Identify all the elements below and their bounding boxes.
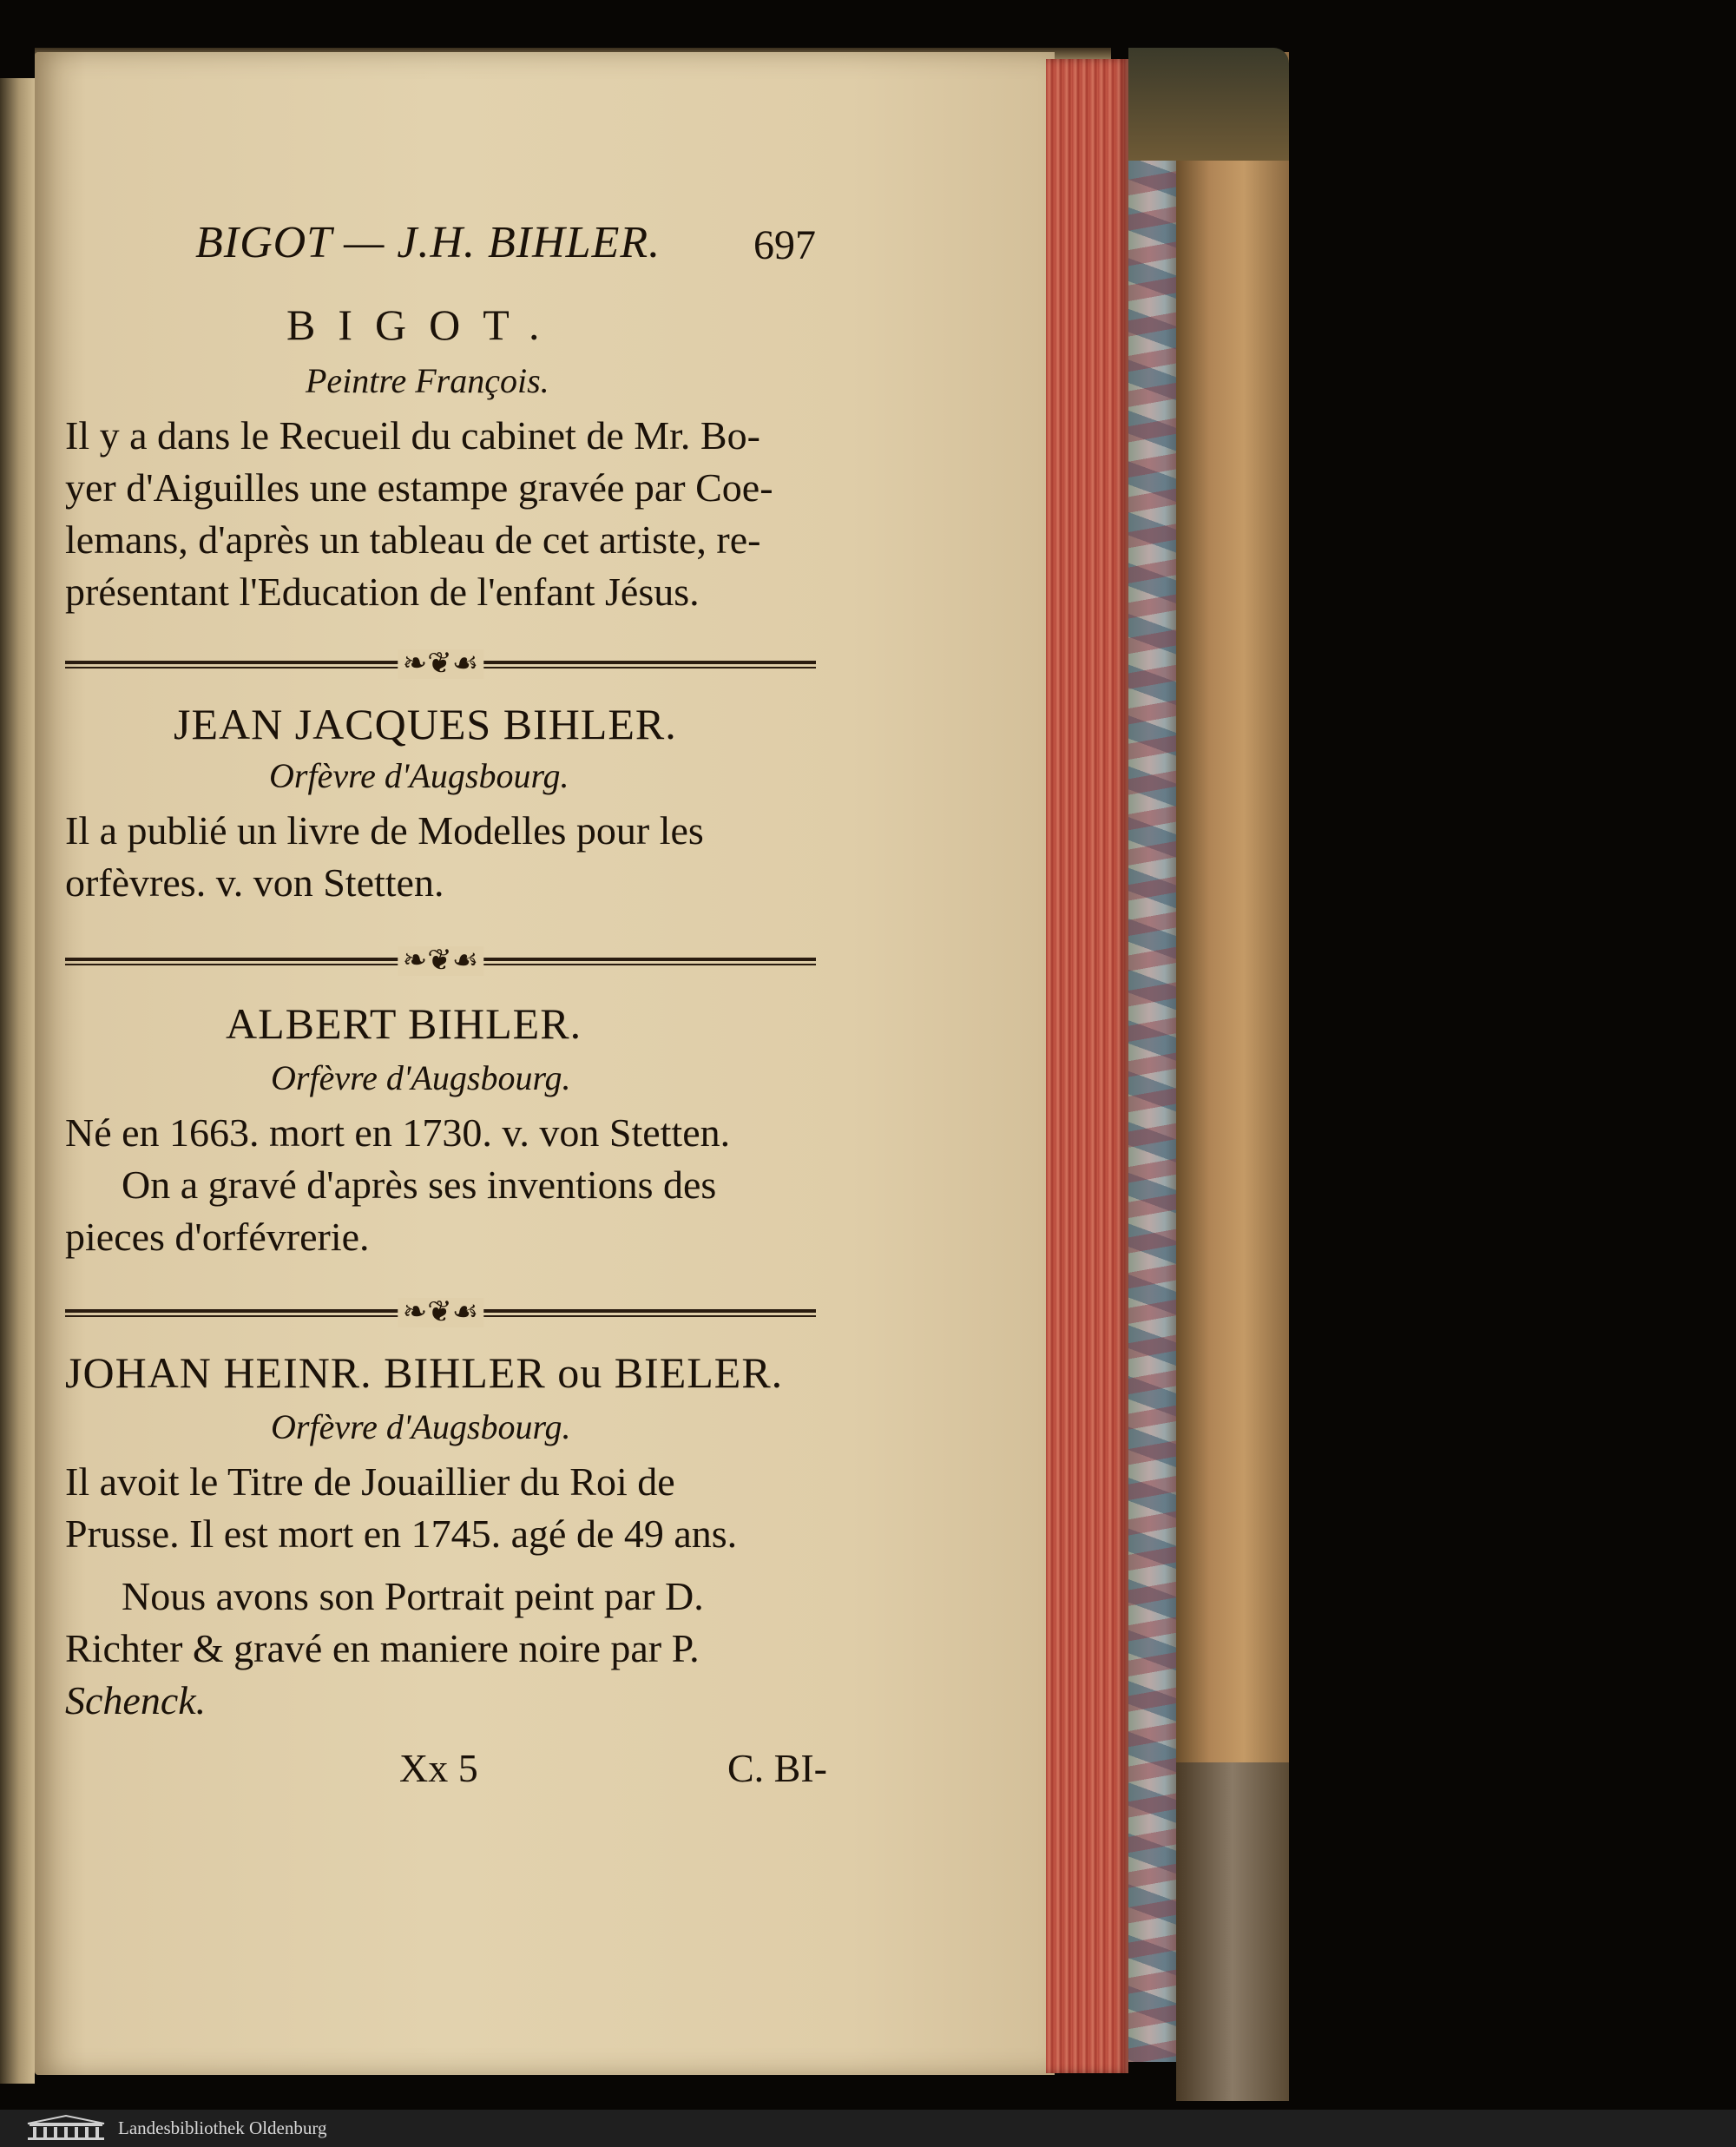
entry-subtitle: Orfèvre d'Augsbourg.: [271, 1407, 571, 1446]
entry-text-line: orfèvres. v. von Stetten.: [65, 860, 444, 905]
entry-text-line: Il avoit le Titre de Jouaillier du Roi de: [65, 1459, 675, 1504]
fleuron-icon: ❧❦☙: [398, 649, 483, 679]
entry-text-line: présentant l'Education de l'enfant Jésus.: [65, 570, 700, 614]
page-number: 697: [753, 222, 816, 268]
entry-text-line: On a gravé d'après ses inventions des: [122, 1162, 717, 1207]
entry-text-line: yer d'Aiguilles une estampe gravée par Coe-: [65, 465, 773, 510]
entry-subtitle: Peintre François.: [306, 361, 549, 400]
fleuron-icon: ❧❦☙: [398, 946, 483, 976]
ornamental-rule: [65, 945, 816, 977]
entry-subtitle: Orfèvre d'Augsbourg.: [269, 756, 569, 795]
running-title: BIGOT — J.H. BIHLER.: [195, 218, 661, 267]
entry-heading: JOHAN HEINR. BIHLER ou BIELER.: [65, 1348, 784, 1397]
entry-text-line: Nous avons son Portrait peint par D.: [122, 1574, 704, 1618]
entry-subtitle: Orfèvre d'Augsbourg.: [271, 1058, 571, 1097]
entry-text-line: Schenck.: [65, 1678, 207, 1722]
entry-text-line: pieces d'orfévrerie.: [65, 1215, 370, 1259]
entry-heading: JEAN JACQUES BIHLER.: [174, 700, 677, 748]
entry-text-line: Il y a dans le Recueil du cabinet de Mr. Bo-: [65, 413, 760, 458]
entry-text-line: Il a publié un livre de Modelles pour les: [65, 808, 704, 853]
entry-text-line: Richter & gravé en maniere noire par P.: [65, 1626, 700, 1670]
entry-heading: ALBERT BIHLER.: [226, 999, 582, 1048]
signature-mark: Xx 5: [399, 1746, 478, 1790]
library-building-icon: [26, 2115, 106, 2141]
ornamental-rule: [65, 648, 816, 680]
entry-text-line: Prusse. Il est mort en 1745. agé de 49 ans.: [65, 1511, 738, 1556]
entry-text-line: Né en 1663. mort en 1730. v. von Stetten.: [65, 1110, 731, 1155]
entry-text-line: lemans, d'après un tableau de cet artiste, re-: [65, 517, 761, 562]
catchword: C. BI-: [727, 1746, 827, 1790]
footer-library-name: Landesbibliothek Oldenburg: [118, 2117, 327, 2138]
footer-bar: [0, 2110, 1736, 2147]
fleuron-icon: ❧❦☙: [398, 1298, 483, 1327]
entry-heading: BIGOT.: [286, 300, 562, 349]
ornamental-rule: [65, 1296, 816, 1328]
